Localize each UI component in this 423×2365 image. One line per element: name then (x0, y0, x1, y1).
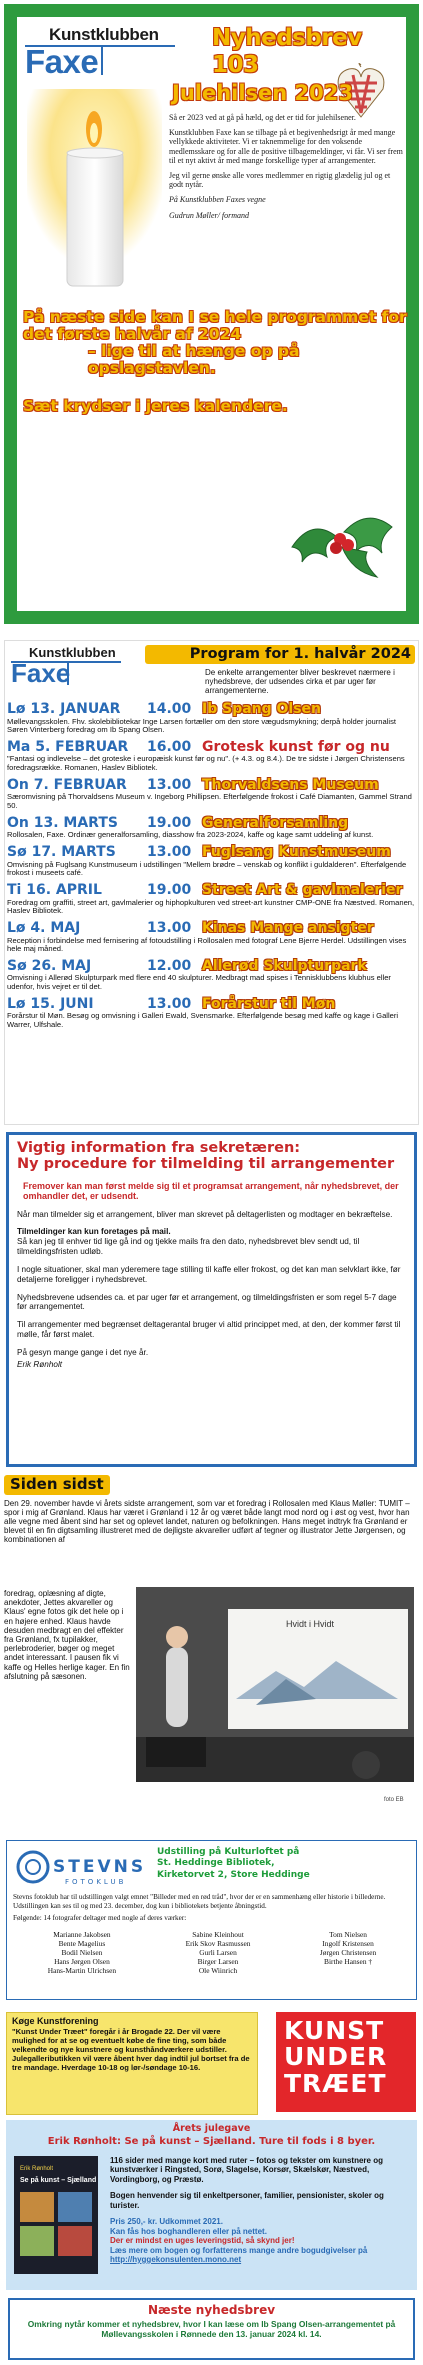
logo-bottom-text: Faxe (11, 658, 71, 688)
photographer-name: Tom Nielsen (329, 1930, 367, 1939)
book-author: Erik Rønholt (20, 2166, 54, 2172)
stevns-fotoklub-box (6, 1840, 417, 2000)
photographer-column (320, 1931, 376, 1975)
julegave-more-text: Læs mere om bogen og forfatterens mange andre bogudgivelser på (110, 2245, 368, 2255)
event-time: 13.00 (147, 995, 192, 1012)
photographer-name: Hans Jørgen Olsen (54, 1956, 110, 1966)
photographer-name: Birthe Hansen † (324, 1956, 373, 1966)
julegave-title: Årets julegave (172, 2123, 251, 2134)
info-paragraph (17, 1227, 406, 1257)
naeste-text: Omkring nytår kommer et nyhedsbrev, hvor I kan læse om Ib Spang Olsen-arrangementet på Møllevangsskolen i Rønnede den 13. januar 2024 kl. 14. (27, 2319, 396, 2340)
secretary-info-title-2: Ny procedure for tilmelding til arrangementer (17, 1155, 395, 1172)
julegave-price: Pris 250,- kr. Udkommet 2021. (110, 2217, 223, 2227)
event-item (7, 739, 418, 773)
photographer-column (48, 1931, 116, 1975)
event-description: Møllevangsskolen. Fhv. skolebibliotekar Inge Larsen fortæller om den store vægudsmykning; derpå holder journalist Søren Vinterberg foredrag om Ib Spang Olsen. (7, 716, 397, 735)
photographer-name: Bodil Nielsen (61, 1947, 103, 1957)
venue-line: Udstilling på Kulturloftet på (157, 1847, 300, 1857)
julegave-subtitle: Erik Rønholt: Se på kunst – Sjælland. Ture til fods i 8 byer. (47, 2136, 376, 2148)
fotoklub-logo-text: FOTOKLUB (65, 1878, 127, 1886)
event-title: Ib Spang Olsen (202, 701, 322, 717)
event-time: 13.00 (147, 844, 192, 861)
photographer-name: Erik Skov Rasmussen (185, 1938, 251, 1948)
kut-line: TRÆET (284, 2068, 387, 2098)
logo-top-text: Kunstklubben (29, 645, 116, 660)
event-time: 16.00 (147, 738, 192, 755)
kunst-under-traeet-logo (276, 2012, 416, 2112)
secretary-info-title-1: Vigtig information fra sekretæren: (17, 1140, 301, 1156)
mail-only-note: Tilmeldinger kan kun foretages på mail. (17, 1227, 171, 1237)
kut-line: UNDER (284, 2042, 388, 2072)
logo-bottom-text: Faxe (25, 43, 99, 80)
program-notice (23, 309, 408, 377)
julegave-more-info (110, 2246, 410, 2265)
event-date: Sø 17. MARTS (7, 844, 116, 861)
photographer-column (186, 1931, 251, 1975)
candle-illustration (27, 89, 162, 299)
event-item (7, 958, 418, 992)
siden-sidst-title: Siden sidst (4, 1475, 110, 1495)
event-title: Grotesk kunst før og nu (202, 738, 390, 755)
book-title: Se på kunst – Sjælland (20, 2177, 97, 2184)
letter-paragraph: Jeg vil gerne ønske alle vores medlemmer en rigtig glædelig jul og et godt nytår. (169, 170, 391, 190)
event-time: 19.00 (147, 882, 192, 899)
letter-signature-2: Gudrun Møller/ formand (169, 210, 249, 220)
photographer-name: Hans-Martin Ulrichsen (47, 1965, 117, 1975)
info-paragraph: Til arrangementer med begrænset deltagerantal bruger vi altid princippet med, at den, der kommer først til mølle, får først malet. (17, 1320, 401, 1340)
siden-sidst-text: Den 29. november havde vi årets sidste arrangement, som var et foredrag i Rollosalen med Klaus Møller: TUMIT – spor i mig af Grønland. Klaus har været i Grønland i 12 år og været både langt mod nord og i øst og vest, hvor han alle vegne med åbent sind har set og oplevet landet, naturen og befolkningen. Hans meget indtryk fra Grønland er blevet til en fin digtsamling illustreret med de dejligste akvareller udført af tegner og illustrator Jette Jørgensen, og kombinationen af (4, 1498, 410, 1545)
newsletter-title: Nyhedsbrev 103 (212, 25, 362, 79)
event-description: Rollosalen, Faxe. Ordinær generalforsamling, diasshow fra 2023-2024, kaffe og kage samt uddeling af kunst. (7, 830, 374, 840)
event-item (7, 815, 418, 840)
logo-top-text: Kunstklubben (49, 25, 159, 44)
kunstklubben-faxe-logo (25, 25, 175, 81)
photographer-name: Ingolf Kristensen (322, 1938, 374, 1948)
photographer-name: Jørgen Christensen (319, 1947, 377, 1957)
event-title: Allerød Skulpturpark (202, 957, 367, 974)
secretary-signature: Erik Rønholt (17, 1359, 63, 1369)
book-cover (14, 2156, 98, 2274)
event-description: Reception i forbindelse med fernisering af fotoudstilling i Rollosalen med fotograf Lene Bjerre Herdel. Udstillingen vises hele maj måned. (7, 935, 407, 954)
event-date: Ti 16. APRIL (7, 882, 102, 899)
photographer-name: Sabine Kleinhout (192, 1930, 244, 1939)
event-description: Særomvisning på Thorvaldsens Museum v. Ingeborg Phillipsen. Efterfølgende frokost i Café Diamanten, Gammel Strand 50. (7, 792, 412, 811)
event-time: 14.00 (147, 701, 192, 717)
event-title: Kinas Mange ansigter (202, 920, 374, 936)
info-paragraph: På gesyn mange gange i det nye år. (17, 1348, 149, 1357)
julegave-availability: Kan fås hos boghandleren eller på nettet. (110, 2226, 267, 2236)
program-intro: De enkelte arrangementer bliver beskrevet nærmere i nyhedsbreve, der udsendes cirka et par uger før arrangementerne. (205, 668, 395, 696)
event-time: 13.00 (147, 920, 192, 936)
event-title: Fuglsang Kunstmuseum (202, 844, 391, 861)
letter-paragraph: Så er 2023 ved at gå på hæld, og det er tid for julehilsener. (169, 113, 356, 122)
stevns-text: Følgende: 14 fotografer deltager med nogle af deres værker: (13, 1914, 187, 1923)
event-title: Forårstur til Møn (202, 995, 336, 1012)
program-notice-line-2: – lige til at hænge op på opslagstavlen. (88, 342, 300, 378)
event-title: Thorvaldsens Museum (202, 776, 379, 793)
slide-text: Hvidt i Hvidt (286, 1619, 335, 1629)
event-title: Generalforsamling (202, 814, 349, 831)
event-time: 13.00 (147, 776, 192, 793)
program-notice-line-1: På næste side kan I se hele programmet for det første halvår af 2024 (23, 308, 407, 344)
julegave-box (6, 2120, 417, 2290)
holly-icon (282, 487, 402, 587)
secretary-info-box (6, 1132, 417, 1467)
event-date: Lø 4. MAJ (7, 920, 81, 936)
julegave-paragraph: 116 sider med mange kort med ruter – fotos og tekster om kunstnere og kunstværker i Ringsted, Sorø, Slagelse, Korsør, Skælskør, Næstved, Vordingborg, og Præstø. (110, 2156, 383, 2184)
photographer-name: Bente Magelius (58, 1938, 106, 1948)
registration-rule: Fremover kan man først melde sig til et programsat arrangement, når nyhedsbrevet, der omhandler det, er udsendt. (23, 1180, 399, 1202)
venue-line: St. Heddinge Bibliotek, (157, 1858, 275, 1869)
stevns-logo-text: STEVNS (53, 1857, 147, 1877)
stevns-text: Stevns fotoklub har til udstillingen valgt emnet "Billeder med en rød tråd", hvor der er en sammenhæng eller historie i billederne. (13, 1893, 386, 1901)
program-title: Program for 1. halvår 2024 (145, 645, 415, 664)
event-item (7, 701, 418, 735)
event-date: Sø 26. MAJ (7, 957, 92, 974)
event-date: Lø 13. JANUAR (7, 701, 121, 717)
kut-line: KUNST (284, 2016, 385, 2045)
program-panel (4, 640, 419, 1125)
stevns-fotoklub-logo (13, 1845, 153, 1891)
lecture-photo (136, 1587, 414, 1782)
koge-kunstforening-box (6, 2012, 258, 2115)
event-description: Forårstur til Møn. Besøg og omvisning i Galleri Ewald, Svensmarke. Efterfølgende besøg med kaffe og kage i Galleri Warrer, Ulfshale. (7, 1011, 399, 1030)
photographer-name: Marianne Jakobsen (53, 1930, 111, 1939)
event-list (7, 701, 418, 1034)
event-time: 19.00 (147, 814, 192, 831)
stevns-text: Udstillingen kan ses til og med 23. december, dog kun i bibliotekets betjente åbningstid. (13, 1901, 267, 1910)
stevns-description (13, 1893, 411, 1923)
event-item (7, 996, 418, 1030)
event-item (7, 844, 418, 878)
event-description: Foredrag om graffiti, street art, gavlmalerier og hiphopkulturen ved street-art kunstner CMP-ONE fra Næstved. Romanen, Haslev Bibliotek. (7, 897, 415, 916)
event-date: On 13. MARTS (7, 814, 118, 831)
koge-text: "Kunst Under Træet" foregår i år Brogade 22. Der vil være mulighed for at se og eventuelt købe de fine ting, som både velkendte og nye kunstnere og kunsthåndværkere udstiller. Julegalleributikken vil være åbent hver dag indtil jul bortset fra de tre mandage. Hverdage 10-18 og lør-/søndage 10-16. (12, 2026, 250, 2073)
venue-line: Kirketorvet 2, Store Heddinge (157, 1869, 310, 1880)
info-paragraph: Nyhedsbrevene udsendes ca. et par uger før et arrangement, og tilmeldingsfristen er som regel 5-7 dage før arrangementet. (17, 1292, 397, 1312)
calendar-reminder: Sæt krydser i jeres kalendere. (23, 397, 288, 415)
event-description: "Fantasi og indlevelse – det groteske i europæisk kunst før og nu". (+ 4.3. og 8.4.). De tre sidste i Jørgen Christensens foredragsrække. Romanen, Haslev Bibliotek. (7, 754, 405, 773)
letter-paragraph: Kunstklubben Faxe kan se tilbage på et begivenhedsrigt år med mange vellykkede aktiviteter. Vi er taknemmelige for den voksende medlemsskare og for alle de positive tilbagemeldinger, vi får. Vi ser frem til et nyt aktivt år med mange forskellige typer af arrangementer. (169, 128, 403, 165)
siden-sidst-column: foredrag, oplæsning af digte, anekdoter, Jettes akvareller og Klaus' egne fotos gik det hele op i en højere enhed. Klaus havde desuden medbragt en del effekter fra Grønland, fx tupilakker, perlebroderier, bøger og meget andet interessant. I pausen fik vi kaffe og Helles herlige kager. En fin afslutning på sæsonen. (4, 1589, 130, 1681)
event-item (7, 920, 418, 954)
event-date: On 7. FEBRUAR (7, 776, 127, 793)
event-description: Omvisning i Allerød Skulpturpark med flere end 40 skulpturer. Medbragt mad spises i Tennisklubbens klubhus eller udenfor, hvis vejret er til det. (7, 973, 391, 992)
event-date: Ma 5. FEBRUAR (7, 738, 129, 755)
photographer-name: Ole Wiinrich (198, 1965, 238, 1975)
event-date: Lø 15. JUNI (7, 995, 94, 1012)
stevns-venue (157, 1847, 407, 1881)
koge-title: Køge Kunstforening (12, 2016, 99, 2026)
info-text: Så kan jeg til enhver tid lige gå ind og tjekke mails fra den dato, nyhedsbrevet blev sendt ud, til tilmeldingsfristen udløb. (17, 1237, 360, 1257)
event-title: Street Art & gavlmalerier (202, 882, 403, 899)
naeste-nyhedsbrev-box (8, 2298, 415, 2360)
photographer-name: Birger Larsen (197, 1956, 239, 1966)
siden-sidst-section (4, 1475, 419, 1830)
info-paragraph: Når man tilmelder sig et arrangement, bliver man skrevet på deltagerlisten og modtager en bekræftelse. (17, 1209, 393, 1219)
info-paragraph: I nogle situationer, skal man yderemere tage stilling til kaffe eller frokost, og det kan man selvklart ikke, før detaljerne foreligger i nyhedsbrevet. (17, 1264, 401, 1284)
christmas-greeting-panel (4, 4, 419, 624)
julegave-paragraph: Bogen henvender sig til enkeltpersoner, familier, pensionister, skoler og turister. (110, 2191, 384, 2210)
event-time: 12.00 (147, 957, 192, 974)
julegave-delivery-note: Der er mindst en uges leveringstid, så skynd jer! (110, 2236, 295, 2246)
event-description: Omvisning på Fuglsang Kunstmuseum i udstillingen "Mellem brødre – venskab og konflikt i guldalderen". Efterfølgende frokost i museets café. (7, 859, 407, 878)
hyggekonsulenten-link[interactable]: http://hyggekonsulenten.mono.net (110, 2254, 242, 2264)
julegave-text (110, 2156, 410, 2264)
photographer-name: Gurli Larsen (199, 1947, 237, 1957)
kunstklubben-faxe-logo (11, 645, 121, 689)
event-item (7, 777, 418, 811)
photo-credit: foto EB (384, 1797, 404, 1803)
event-item (7, 882, 418, 916)
photographer-list (13, 1931, 411, 1975)
letter-signature-1: På Kunstklubben Faxes vegne (169, 195, 266, 205)
naeste-title: Næste nyhedsbrev (147, 2303, 276, 2317)
christmas-letter (169, 113, 405, 226)
julehilsen-heading: Julehilsen 2023 (172, 81, 354, 105)
